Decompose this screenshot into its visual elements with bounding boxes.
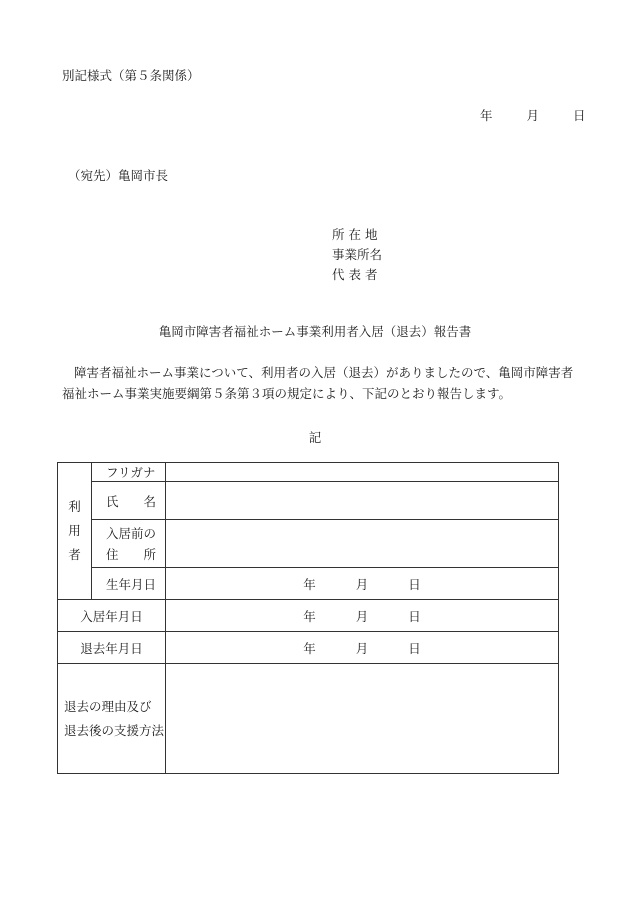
furigana-label: フリガナ [92,463,166,482]
report-date [480,106,585,124]
birth-date-label: 生年月日 [92,568,166,600]
move-out-date-field[interactable]: 年 月 日 [166,632,559,664]
date-day: 日 [572,108,586,123]
reason-field[interactable] [166,664,559,774]
move-out-date-label: 退去年月日 [58,632,166,664]
sender-address-label: 所 在 地 [332,227,378,242]
sender-block [332,225,382,285]
name-field[interactable] [166,482,559,520]
date-month: 月 [526,108,539,123]
addressee: （宛先）亀岡市長 [68,168,169,183]
reason-label: 退去の理由及び 退去後の支援方法 [58,664,166,774]
move-in-date-label: 入居年月日 [58,600,166,632]
document-title: 亀岡市障害者福祉ホーム事業利用者入居（退去）報告書 [158,324,472,339]
sender-office-label: 事業所名 [332,247,383,262]
user-group-label: 利 用 者 [58,463,92,600]
furigana-field[interactable] [166,463,559,482]
ki-heading: 記 [308,430,322,445]
form-label: 別記様式（第５条関係） [62,68,200,83]
report-table [57,462,559,774]
body-text: 障害者福祉ホーム事業について、利用者の入居（退去）がありましたので、亀岡市障害者福祉ホーム事業実施要綱第５条第３項の規定により、下記のとおり報告します。 [62,365,574,401]
date-year: 年 [480,108,493,123]
birth-date-field[interactable]: 年 月 日 [166,568,559,600]
prev-address-label: 入居前の 住 所 [92,520,166,568]
name-label: 氏 名 [92,482,166,520]
prev-address-field[interactable] [166,520,559,568]
sender-representative-label: 代 表 者 [332,267,378,282]
move-in-date-field[interactable]: 年 月 日 [166,600,559,632]
